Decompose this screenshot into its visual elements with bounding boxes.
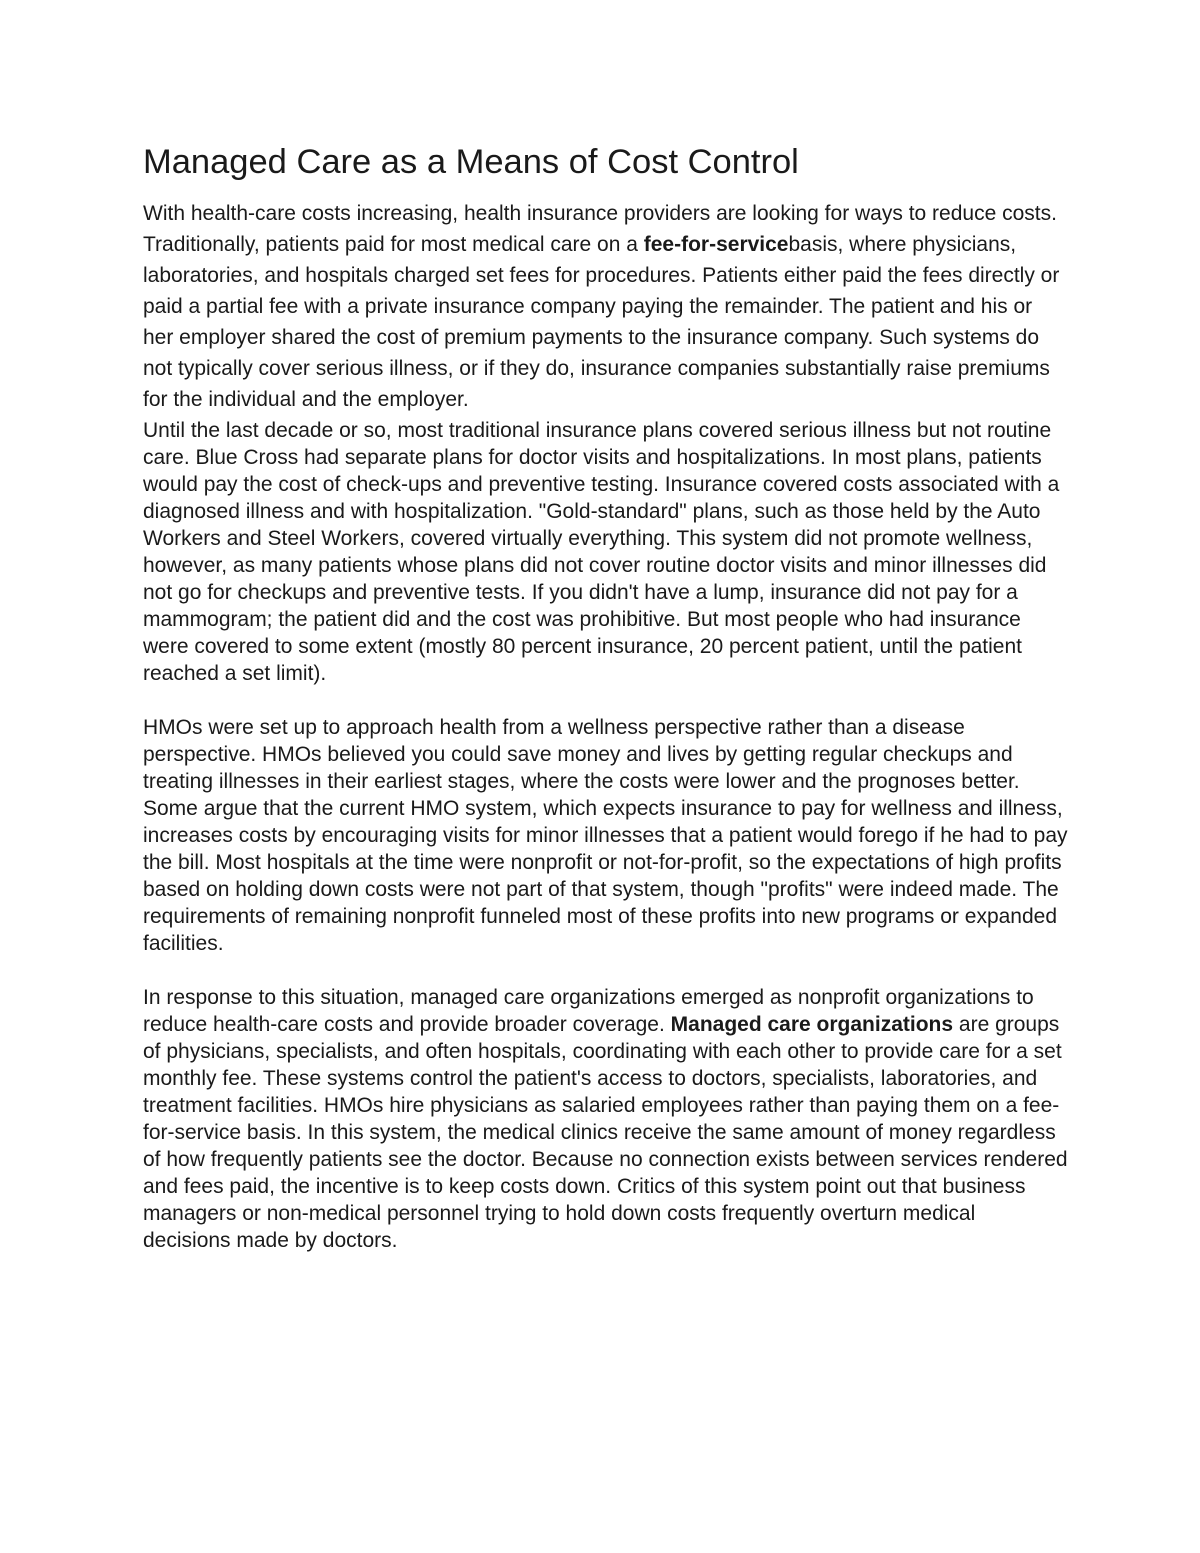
paragraph4-text-end: are groups of physicians, specialists, and often hospitals, coordinating with each other to provide care for a set monthly fee. These systems control the patient's access to doctors, specialists, laboratories, and treatment facilities. HMOs hire physicians as salaried employees rather than paying them on a fee-for-service basis. In this system, the medical clinics receive the same amount of money regardless of how frequently patients see the doctor. Because no connection exists between services rendered and fees paid, the incentive is to keep costs down. Critics of this system point out that business managers or non-medical personnel trying to hold down costs frequently overturn medical decisions made by doctors.: [143, 1013, 1068, 1252]
paragraph4-text-start: In response to this situation, managed care organizations emerged as nonprofit organizations to reduce health-care costs and provide broader coverage.: [143, 986, 1034, 1036]
paragraph-traditional-insurance: Until the last decade or so, most traditional insurance plans covered serious illness but not routine care. Blue Cross had separate plans for doctor visits and hospitalizations. In most plans, patients would pay the cost of check-ups and preventive testing. Insurance covered costs associated with a diagnosed illness and with hospitalization. "Gold-standard" plans, such as those held by the Auto Workers and Steel Workers, covered virtually everything. This system did not promote wellness, however, as many patients whose plans did not cover routine doctor visits and minor illnesses did not go for checkups and preventive tests. If you didn't have a lump, insurance did not pay for a mammogram; the patient did and the cost was prohibitive. But most people who had insurance were covered to some extent (mostly 80 percent insurance, 20 percent patient, until the patient reached a set limit).: [143, 419, 1060, 685]
document-page: [143, 140, 1068, 1254]
paragraph-fee-for-service: [143, 198, 1068, 415]
term-fee-for-service: fee-for-service: [643, 233, 789, 256]
paragraph1-text-start: With health-care costs increasing, health insurance providers are looking for ways to reduce costs. Traditionally, patients paid for most medical care on a: [143, 202, 1057, 256]
page-title: Managed Care as a Means of Cost Control: [143, 143, 799, 181]
paragraph-managed-care: [143, 984, 1068, 1254]
paragraph1-text-end: basis, where physicians, laboratories, and hospitals charged set fees for procedures. Patients either paid the fees directly or paid a partial fee with a private insurance company paying the remainder. The patient and his or her employer shared the cost of premium payments to the insurance company. Such systems do not typically cover serious illness, or if they do, insurance companies substantially raise premiums for the individual and the employer.: [143, 233, 1060, 411]
paragraph-hmos: HMOs were set up to approach health from a wellness perspective rather than a disease perspective. HMOs believed you could save money and lives by getting regular checkups and treating illnesses in their earliest stages, where the costs were lower and the prognoses better. Some argue that the current HMO system, which expects insurance to pay for wellness and illness, increases costs by encouraging visits for minor illnesses that a patient would forego if he had to pay the bill. Most hospitals at the time were nonprofit or not-for-profit, so the expectations of high profits based on holding down costs were not part of that system, though "profits" were indeed made. The requirements of remaining nonprofit funneled most of these profits into new programs or expanded facilities.: [143, 716, 1068, 955]
term-managed-care-organizations: Managed care organizations: [670, 1013, 954, 1036]
